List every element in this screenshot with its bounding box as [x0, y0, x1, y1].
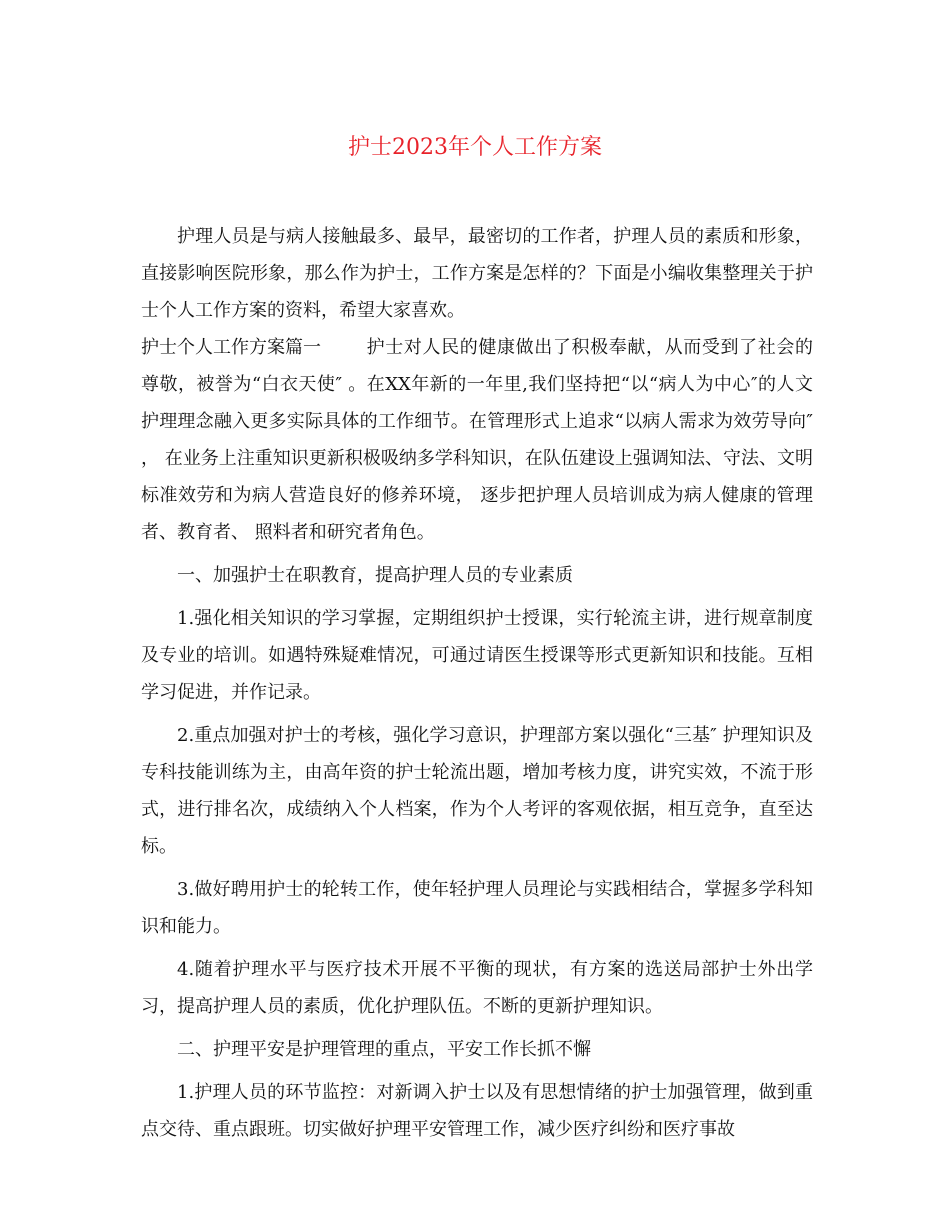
document-body: [141, 218, 813, 1148]
part2-item: 1.护理人员的环节监控：对新调入护士以及有思想情绪的护士加强管理，做到重点交待、重点跟班。切实做好护理平安管理工作，减少医疗纠纷和医疗事故: [141, 1082, 813, 1140]
part1-item: 3.做好聘用护士的轮转工作，使年轻护理人员理论与实践相结合，掌握多学科知识和能力。: [141, 879, 813, 937]
part2-heading: 二、护理平安是护理管理的重点，平安工作长抓不懈: [177, 1039, 591, 1060]
part1-heading: 一、加强护士在职教育，提高护理人员的专业素质: [177, 565, 573, 586]
part1-item: 4.随着护理水平与医疗技术开展不平衡的现状，有方案的选送局部护士外出学习，提高护理人员的素质，优化护理队伍。不断的更新护理知识。: [141, 959, 813, 1017]
section-paragraph: [141, 329, 813, 551]
intro-paragraph: 护理人员是与病人接触最多、最早，最密切的工作者，护理人员的素质和形象，直接影响医院形象，那么作为护士，工作方案是怎样的？下面是小编收集整理关于护士个人工作方案的资料，希望大家喜欢。: [141, 226, 813, 321]
section-heading: 护士个人工作方案篇一: [141, 337, 321, 358]
document-title: 护士2023年个人工作方案: [348, 135, 602, 160]
part1-item: 2.重点加强对护士的考核，强化学习意识，护理部方案以强化“三基″ 护理知识及专科技能训练为主，由高年资的护士轮流出题，增加考核力度，讲究实效，不流于形式，进行排名次，成绩纳入个人档案，作为个人考评的客观依据，相互竞争，直至达标。: [141, 725, 813, 857]
section-intro-text: 护士对人民的健康做出了积极奉献，从而受到了社会的尊敬，被誉为“白衣天使″ 。在XX年新的一年里,我们坚持把“以“病人为中心″的人文护理理念融入更多实际具体的工作细节。在管理形式上追求“以病人需求为效劳导向″ ， 在业务上注重知识更新积极吸纳多学科知识，在队伍建设上强调知法、守法、文明标准效劳和为病人营造良好的修养环境， 逐步把护理人员培训成为病人健康的管理者、教育者、 照料者和研究者角色。: [141, 337, 813, 543]
part1-item: 1.强化相关知识的学习掌握，定期组织护士授课，实行轮流主讲，进行规章制度及专业的培训。如遇特殊疑难情况，可通过请医生授课等形式更新知识和技能。互相学习促进，并作记录。: [141, 608, 813, 703]
